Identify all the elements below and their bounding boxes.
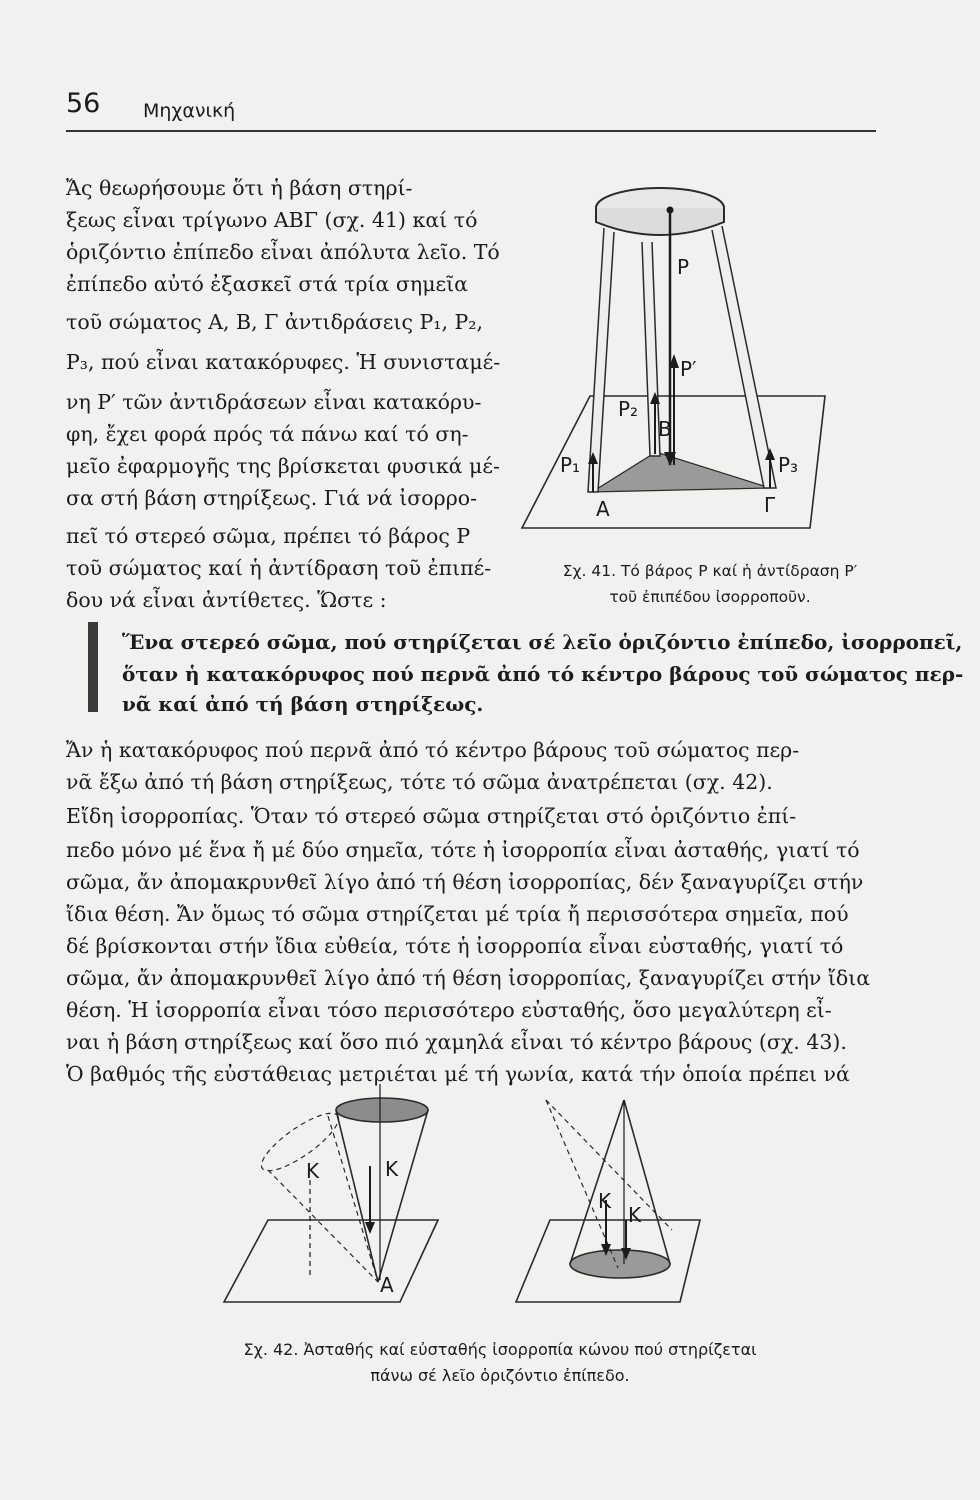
label-k-tilted: Κ [306, 1159, 320, 1183]
text-line: P₃, πού εἶναι κατακόρυφες. Ἡ συνισταμέ- [66, 350, 501, 374]
left-plane [224, 1220, 438, 1302]
text-line: ἴδια θέση. Ἄν ὅμως τό σῶμα στηρίζεται μέ τρία ἤ περισσότερα σημεῖα, πού [66, 902, 849, 926]
text-line: Εἴδη ἰσορροπίας. Ὅταν τό στερεό σῶμα στηρίζεται στό ὁριζόντιο ἐπί- [66, 804, 797, 828]
label-p3: P₃ [778, 453, 799, 477]
text-line: Ἄς θεωρήσουμε ὅτι ἡ βάση στηρί- [66, 176, 413, 200]
text-line: ἐπίπεδο αὐτό ἐξασκεῖ στά τρία σημεῖα [66, 272, 469, 296]
figure-41-stool-diagram [520, 170, 840, 550]
label-a: Α [596, 497, 610, 521]
rule-marker-bar [88, 622, 98, 712]
center-of-mass [667, 207, 674, 214]
text-line: θέση. Ἡ ἰσορροπία εἶναι τόσο περισσότερο εὐσταθής, ὅσο μεγαλύτερη εἶ- [66, 998, 832, 1022]
figure-41-caption: Σχ. 41. Τό βάρος P καί ἡ ἀντίδραση P′ [562, 562, 858, 580]
text-line: σῶμα, ἄν ἀπομακρυνθεῖ λίγο ἀπό τή θέση ἰσορροπίας, δέν ξαναγυρίζει στήν [66, 870, 864, 894]
rule-line: Ἕνα στερεό σῶμα, πού στηρίζεται σέ λεῖο ὁριζόντιο ἐπίπεδο, ἰσορροπεῖ, [122, 630, 963, 654]
label-b: Β [658, 417, 672, 441]
text-line: ναι ἡ βάση στηρίξεως καί ὅσο πιό χαμηλά εἶναι τό κέντρο βάρους (σχ. 43). [66, 1030, 847, 1054]
running-head: Μηχανική [143, 100, 236, 122]
stable-cone-side [570, 1100, 624, 1264]
unstable-cone-top [336, 1098, 428, 1122]
text-line: ξεως εἶναι τρίγωνο ΑΒΓ (σχ. 41) καί τό [66, 208, 478, 232]
support-triangle [592, 452, 770, 492]
text-line: σα στή βάση στηρίξεως. Γιά νά ἰσορρο- [66, 486, 478, 510]
text-line: ὁριζόντιο ἐπίπεδο εἶναι ἀπόλυτα λεῖο. Τό [66, 240, 500, 264]
text-line: νη P′ τῶν ἀντιδράσεων εἶναι κατακόρυ- [66, 390, 482, 414]
stool-leg-a [588, 228, 614, 492]
label-k-stable: Κ [628, 1203, 642, 1227]
text-line: νᾶ ἔξω ἀπό τή βάση στηρίξεως, τότε τό σῶμα ἀνατρέπεται (σχ. 42). [66, 770, 773, 794]
text-line: Ἄν ἡ κατακόρυφος πού περνᾶ ἀπό τό κέντρο βάρους τοῦ σώματος περ- [66, 738, 800, 762]
stable-cone-side [624, 1100, 670, 1264]
tilted-cone-side [268, 1170, 378, 1282]
text-line: πεδο μόνο μέ ἕνα ἤ μέ δύο σημεῖα, τότε ἡ ἰσορροπία εἶναι ἀσταθής, γιατί τό [66, 838, 860, 862]
text-line: δου νά εἶναι ἀντίθετες. Ὥστε : [66, 588, 387, 612]
text-line: μεῖο ἐφαρμογῆς της βρίσκεται φυσικά μέ- [66, 454, 500, 478]
label-k-unstable: Κ [385, 1157, 399, 1181]
tilted-cone-top [254, 1104, 345, 1180]
stool-seat-rim [596, 208, 724, 235]
figure-41-caption-cont: τοῦ ἐπιπέδου ἰσορροποῦν. [609, 588, 811, 606]
header-rule [66, 130, 876, 132]
text-line: τοῦ σώματος καί ἡ ἀντίδραση τοῦ ἐπιπέ- [66, 556, 492, 580]
label-k-stable-tilted: Κ [598, 1189, 612, 1213]
stable-tilted-side [546, 1100, 618, 1268]
figure-42-caption: Σχ. 42. Ἀσταθής καί εὐσταθής ἰσορροπία κώνου πού στηρίζεται [243, 1340, 757, 1359]
text-line: φη, ἔχει φορά πρός τά πάνω καί τό ση- [66, 422, 469, 446]
text-line: δέ βρίσκονται στήν ἴδια εὐθεία, τότε ἡ ἰσορροπία εἶναι εὐσταθής, γιατί τό [66, 934, 844, 958]
label-g: Γ [764, 493, 776, 517]
label-p2: P₂ [618, 397, 639, 421]
figure-42-caption-cont: πάνω σέ λεῖο ὁριζόντιο ἐπίπεδο. [370, 1366, 630, 1385]
text-line: πεῖ τό στερεό σῶμα, πρέπει τό βάρος P [66, 524, 471, 548]
text-line: τοῦ σώματος Α, Β, Γ ἀντιδράσεις P₁, P₂, [66, 310, 484, 334]
rule-line: νᾶ καί ἀπό τή βάση στηρίξεως. [122, 692, 484, 716]
label-p1: P₁ [560, 453, 581, 477]
stable-cone-base [570, 1250, 670, 1278]
label-p-prime: P′ [680, 357, 697, 381]
figure-42-cones-diagram [210, 1080, 710, 1310]
page-number: 56 [66, 88, 101, 119]
stool-leg-g [712, 226, 776, 488]
unstable-cone-side [336, 1110, 378, 1282]
text-line: σῶμα, ἄν ἀπομακρυνθεῖ λίγο ἀπό τή θέση ἰσορροπίας, ξαναγυρίζει στήν ἴδια [66, 966, 871, 990]
label-a-tip: Α [380, 1273, 394, 1297]
text-line: Ὁ βαθμός τῆς εὐστάθειας μετριέται μέ τή γωνία, κατά τήν ὁποία πρέπει νά [66, 1062, 850, 1086]
label-p: P [677, 255, 690, 279]
rule-line: ὅταν ἡ κατακόρυφος πού περνᾶ ἀπό τό κέντρο βάρους τοῦ σώματος περ- [122, 662, 964, 686]
